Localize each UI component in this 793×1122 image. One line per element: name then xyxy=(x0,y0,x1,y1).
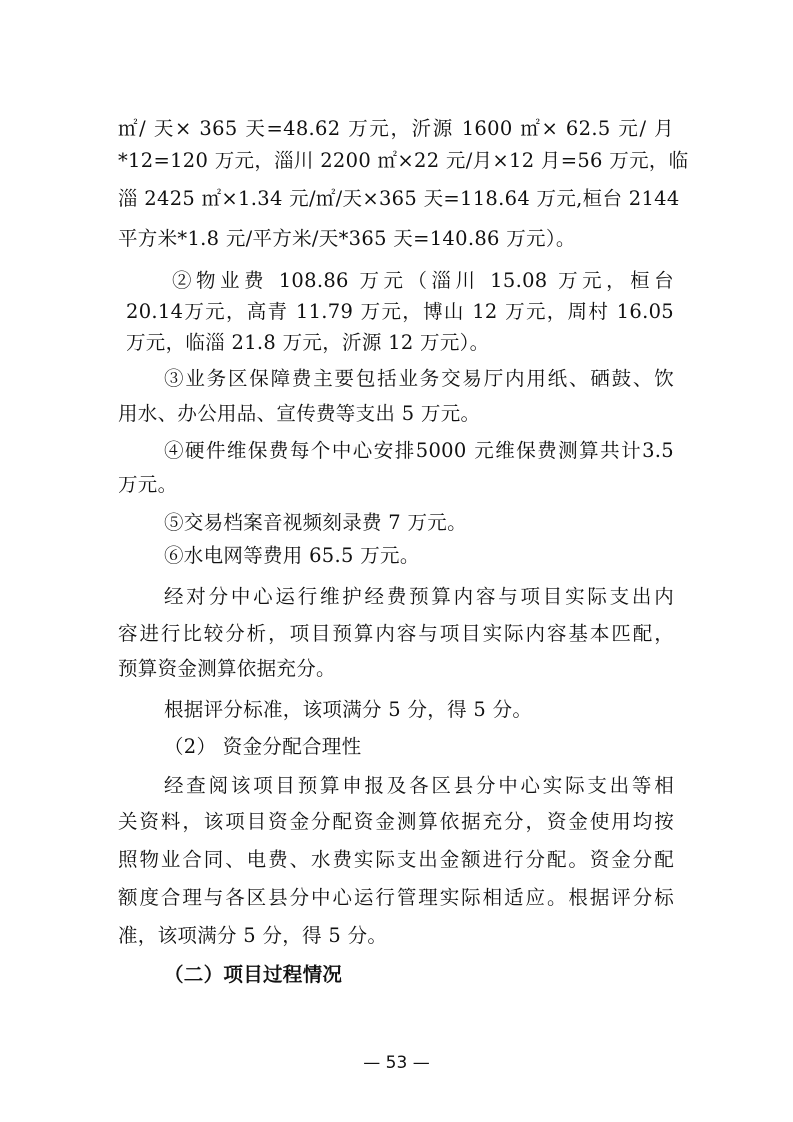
text-line: 万元。 xyxy=(118,473,178,496)
text-line: ㎡/ 天× 365 天=48.62 万元，沂源 1600 ㎡× 62.5 元/ 月 xyxy=(118,117,674,140)
text-line: 关资料，该项目资金分配资金测算依据充分，资金使用均按 xyxy=(118,810,674,833)
text-line: 淄 2425 ㎡×1.34 元/㎡/天×365 天=118.64 万元,桓台 2144 xyxy=(118,187,680,210)
text-line: ⑤交易档案音视频刻录费 7 万元。 xyxy=(164,511,467,534)
text-line: ②物业费 108.86 万元（淄川 15.08 万元，桓台 xyxy=(172,269,674,292)
text-line: 经对分中心运行维护经费预算内容与项目实际支出内 xyxy=(164,585,674,608)
text-line: 容进行比较分析，项目预算内容与项目实际内容基本匹配， xyxy=(118,622,674,645)
text-line: 预算资金测算依据充分。 xyxy=(118,657,336,680)
text-line: 20.14万元，高青 11.79 万元，博山 12 万元，周村 16.05 xyxy=(126,300,674,323)
text-line: *12=120 万元，淄川 2200 ㎡×22 元/月×12 月=56 万元，临 xyxy=(118,149,689,172)
text-line: 经查阅该项目预算申报及各区县分中心实际支出等相 xyxy=(164,774,674,797)
text-line: ③业务区保障费主要包括业务交易厅内用纸、硒鼓、饮 xyxy=(164,367,674,390)
text-line: 额度合理与各区县分中心运行管理实际相适应。根据评分标 xyxy=(118,886,674,909)
page-number: — 53 — xyxy=(363,1053,430,1073)
text-line: 照物业合同、电费、水费实际支出金额进行分配。资金分配 xyxy=(118,848,674,871)
text-line: 根据评分标准，该项满分 5 分，得 5 分。 xyxy=(164,698,533,721)
text-line: 万元，临淄 21.8 万元，沂源 12 万元）。 xyxy=(126,331,490,354)
section-heading: （二）项目过程情况 xyxy=(164,963,343,986)
text-line: ④硬件维保费每个中心安排5000 元维保费测算共计3.5 xyxy=(164,439,674,462)
text-line: ⑥水电网等费用 65.5 万元。 xyxy=(164,544,420,567)
text-line: 准，该项满分 5 分，得 5 分。 xyxy=(118,924,388,947)
section-heading: （2） 资金分配合理性 xyxy=(164,735,362,758)
text-line: 用水、办公用品、宣传费等支出 5 万元。 xyxy=(118,402,481,425)
text-line: 平方米*1.8 元/平方米/天*365 天=140.86 万元）。 xyxy=(118,227,576,250)
